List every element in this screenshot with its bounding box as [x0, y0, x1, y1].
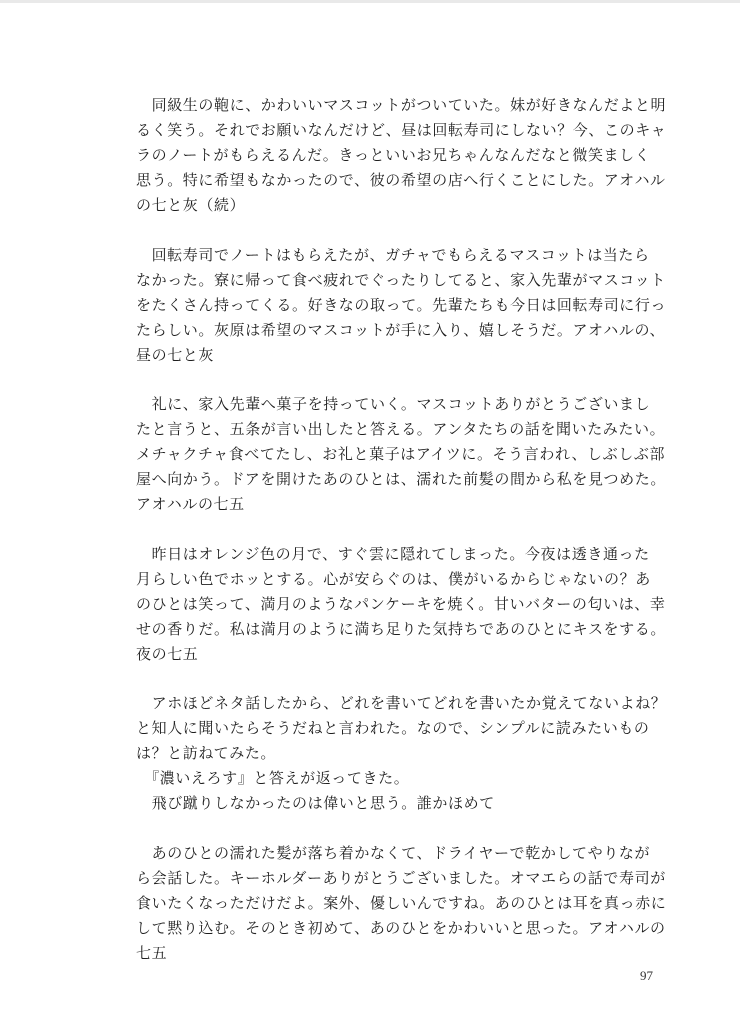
- paragraph-3: [136, 392, 666, 517]
- page-body: [136, 93, 666, 990]
- text-line: 七五: [136, 943, 168, 962]
- paragraph-1: [136, 93, 666, 218]
- text-line: 飛び蹴りしなかったのは偉いと思う。誰かほめて: [136, 794, 495, 812]
- text-line: のひとは笑って、満月のようなパンケーキを焼く。甘いバターの匂いは、幸: [136, 594, 666, 613]
- paragraph-2: [136, 243, 666, 368]
- text-line: 屋へ向かう。ドアを開けたあのひとは、濡れた前髪の間から私を見つめた。: [136, 470, 666, 488]
- text-line: 礼に、家入先輩へ菓子を持っていく。マスコットありがとうございまし: [136, 395, 651, 413]
- top-edge-rule: [0, 0, 740, 3]
- paragraph-5: [136, 691, 666, 816]
- text-line: して黙り込む。そのとき初めて、あのひとをかわいいと思った。アオハルの: [136, 918, 666, 937]
- text-line: 回転寿司でノートはもらえたが、ガチャでもらえるマスコットは当たら: [136, 245, 650, 264]
- text-line: 夜の七五: [136, 644, 199, 663]
- text-line: と知人に聞いたらそうだねと言われた。なので、シンプルに読みたいもの: [136, 719, 650, 737]
- paragraph-6: [136, 841, 666, 966]
- text-line: たらしい。灰原は希望のマスコットが手に入り、嬉しそうだ。アオハルの、: [136, 320, 666, 339]
- page-number: 97: [640, 968, 653, 983]
- text-line: をたくさん持ってくる。好きなの取って。先輩たちも今日は回転寿司に行っ: [136, 295, 667, 314]
- text-line: るく笑う。それでお願いなんだけど、昼は回転寿司にしない？今、このキャ: [136, 121, 667, 139]
- text-line: なかった。寮に帰って食べ疲れでぐったりしてると、家入先輩がマスコット: [136, 270, 666, 289]
- text-line: せの香りだ。私は満月のように満ち足りた気持ちであのひとにキスをする。: [136, 619, 666, 638]
- text-line: 月らしい色でホッとする。心が安らぐのは、僕がいるからじゃないの？あ: [136, 569, 651, 588]
- text-line: 昨日はオレンジ色の月で、すぐ雲に隠れてしまった。今夜は透き通った: [136, 544, 650, 563]
- text-line: たと言うと、五条が言い出したと答える。アンタたちの話を聞いたみたい。: [136, 420, 666, 438]
- text-line: 昼の七と灰: [136, 345, 215, 364]
- text-line: ら会話した。キーホルダーありがとうございました。オマエらの話で寿司が: [136, 868, 666, 887]
- text-line: メチャクチャ食べてたし、お礼と菓子はアイツに。そう言われ、しぶしぶ部: [136, 445, 666, 463]
- text-line: 同級生の鞄に、かわいいマスコットがついていた。妹が好きなんだよと明: [136, 96, 667, 114]
- text-line: アオハルの七五: [136, 495, 245, 513]
- paragraph-4: [136, 542, 666, 667]
- text-line: 食いたくなっただけだよ。案外、優しいんですね。あのひとは耳を真っ赤に: [136, 893, 667, 912]
- text-line: 思う。特に希望もなかったので、彼の希望の店へ行くことにした。アオハル: [136, 171, 666, 189]
- text-line: アホほどネタ話したから、どれを書いてどれを書いたか覚えてないよね？: [136, 694, 667, 712]
- text-line: あのひとの濡れた髪が落ち着かなくて、ドライヤーで乾かしてやりなが: [136, 843, 651, 862]
- text-line: ラのノートがもらえるんだ。きっといいお兄ちゃんなんだなと微笑ましく: [136, 146, 651, 164]
- text-line: の七と灰（続）: [136, 196, 246, 214]
- text-line: 『濃いえろす』と答えが返ってきた。: [136, 769, 410, 787]
- text-line: は？と訪ねてみた。: [136, 744, 277, 762]
